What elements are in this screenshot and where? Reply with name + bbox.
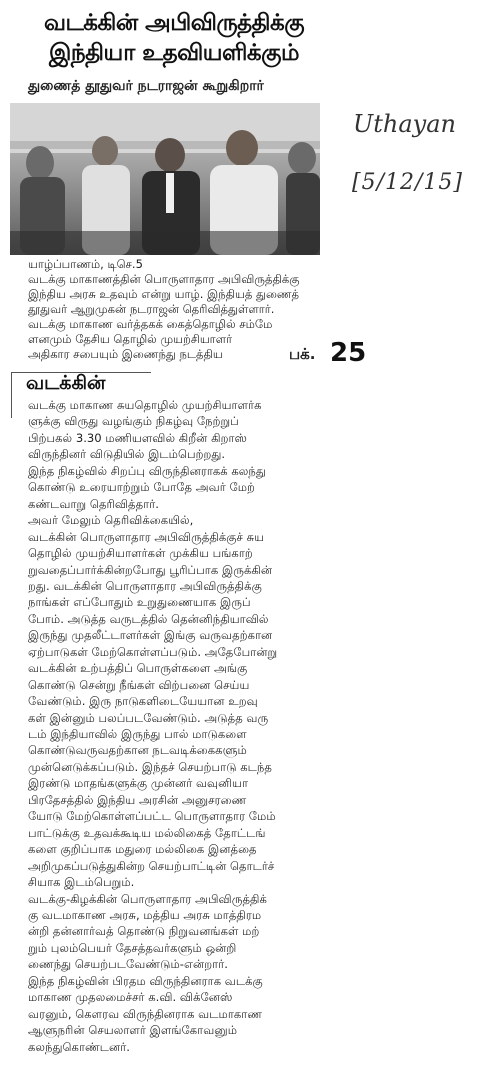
body-line: களை குறிப்பாக மதுரை மல்லிகை இனத்தை [28, 842, 257, 857]
lead-line: தூதுவர் ஆறுமுகன் நடராஜன் தெரிவித்துள்ளார். [28, 302, 275, 316]
body-line: வடக்கு மாகாண சுயதொழில் முயற்சியாளர்க [28, 398, 262, 412]
headline-line-1: வடக்கின் அபிவிருத்திக்கு [43, 10, 305, 36]
body-line: கொண்டு சென்று நீங்கள் விற்பனை செய்ய [28, 677, 250, 692]
body-line: போம். அடுத்த வருடத்தில் தென்னிந்தியாவில் [28, 611, 269, 626]
headline-line-2: இந்தியா உதவியளிக்கும் [49, 40, 299, 66]
body-line: தொழில் முயற்சியாளர்கள் முக்கிய பங்காற் [28, 546, 253, 561]
body-line: வரனும், கௌரவ விருந்தினராக வடமாகாண [28, 1006, 263, 1021]
body-line: ஏற்பாடுகள் மேற்கொள்ளப்படும். அதேபோன்று [28, 644, 278, 659]
body-line: இந்த நிகழ்வில் சிறப்பு விருந்தினராகக் கலந்து [28, 463, 266, 478]
subheadline: துணைத் தூதுவர் நடராஜன் கூறுகிறார் [28, 78, 264, 94]
body-line: பிற்பகல் 3.30 மணியளவில் கிறீன் கிறாஸ் [28, 430, 247, 445]
body-line: றது. வடக்கின் பொருளாதார அபிவிருத்திக்கு [28, 578, 262, 593]
body-line: அறிமுகப்படுத்துகின்ற செயற்பாட்டின் தொடர்ச் [28, 858, 275, 873]
body-line: கண்டவாறு தெரிவித்தார். [28, 496, 159, 511]
body-line: கொண்டு உரையாற்றும் போதே அவர் மேற் [28, 480, 255, 495]
body-line: நாங்கள் எப்போதும் உறுதுணையாக இருப் [28, 595, 251, 610]
body-line: பிரதேசத்தில் இந்திய அரசின் அனுசரணை [28, 792, 247, 807]
body-line: ணைந்து செயற்படவேண்டும்-என்றார். [28, 957, 228, 972]
body-line: வடக்கின் உற்பத்திப் பொருள்களை அங்கு [28, 661, 248, 676]
body-line: கலந்துகொண்டனர். [28, 1039, 130, 1054]
body-line: அவர் மேலும் தெரிவிக்கையில், [28, 513, 194, 528]
body-line: விருந்தினர் விடுதியில் இடம்பெற்றது. [28, 447, 226, 462]
body-line: வடக்கின் பொருளாதார அபிவிருத்திக்குச் சுய [28, 529, 265, 544]
body-line: றுவதைப்பார்க்கின்றபோது பூரிப்பாக இருக்கின் [28, 562, 273, 577]
body-line: கு வடமாகாண அரசு, மத்திய அரசு மாத்திரம [28, 907, 262, 922]
lead-line: அதிகார சபையும் இணைந்து நடத்திய [28, 347, 223, 361]
lead-line: வடக்கு மாகாணத்தின் பொருளாதார அபிவிருத்திக்கு [28, 272, 300, 286]
body-line: கள் இன்னும் பலப்படவேண்டும். அடுத்த வரு [28, 710, 269, 725]
dateline: யாழ்ப்பாணம், டிசெ.5 [28, 257, 143, 271]
handwritten-date: [5/12/15] [352, 170, 463, 195]
section-title: வடக்கின் [26, 372, 106, 394]
continued-page-number: 25 [330, 338, 367, 368]
body-line: டம் இந்தியாவில் இருந்து பால் மாடுகளை [28, 727, 247, 741]
body-line: வேண்டும். இரு நாடுகளிடையேயான உறவு [28, 694, 258, 709]
body-line: யோடு மேற்கொள்ளப்பட்ட பொருளாதார மேம் [28, 809, 276, 824]
body-line: பாட்டுக்கு உதவக்கூடிய மல்லிகைத் தோட்டங் [28, 825, 266, 840]
body-line: இருந்து முதலீட்டாளர்கள் இங்கு வருவதற்கான [28, 628, 273, 643]
lead-line: வடக்கு மாகாண வர்த்தகக் கைத்தொழில் சம்மே [28, 317, 273, 331]
event-photo-drawing [10, 103, 320, 255]
body-line: ஆளுநரின் செயலாளர் இளங்கோவனும் [28, 1023, 238, 1038]
lead-line: ளனமும் தேசிய தொழில் முயற்சியாளர் [28, 332, 233, 346]
body-line: இரண்டு மாதங்களுக்கு முன்னர் வவுனியா [28, 776, 249, 791]
handwritten-paper-name: Uthayan [353, 110, 456, 138]
body-line: ளுக்கு விருது வழங்கும் நிகழ்வு நேற்றுப் [28, 414, 239, 429]
body-line: மாகாண முதலமைச்சர் க.வி. விக்னேஸ் [28, 990, 233, 1005]
body-line: வடக்கு-கிழக்கின் பொருளாதார அபிவிருத்திக் [28, 891, 267, 906]
event-photo [10, 103, 320, 255]
body-line: முன்னெடுக்கப்படும். இந்தச் செயற்பாடு கடந்த [28, 759, 272, 774]
lead-line: இந்திய அரசு உதவும் என்று யாழ். இந்தியத் துணைத் [28, 287, 300, 301]
body-line: றும் புலம்பெயர் தேசத்தவர்களும் ஒன்றி [28, 940, 237, 955]
body-line: சியாக இடம்பெறும். [28, 875, 135, 890]
body-line: இந்த நிகழ்வின் பிரதம விருந்தினராக வடக்கு [28, 973, 263, 988]
body-line: கொண்டுவருவதற்கான நடவடிக்கைகளும் [28, 743, 247, 758]
column-rule [11, 372, 12, 418]
continued-label: பக். [289, 345, 316, 363]
body-line: ன்றி தன்னார்வத் தொண்டு நிறுவனங்கள் மற் [28, 924, 260, 939]
